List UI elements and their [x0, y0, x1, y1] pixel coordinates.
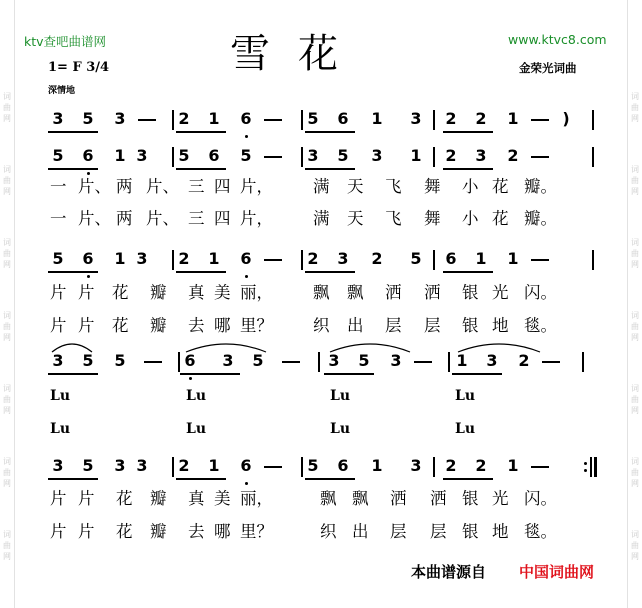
source-site: 中国词曲网	[519, 563, 595, 581]
barline	[433, 110, 435, 130]
beam-underline	[176, 168, 226, 170]
lyric-char: 两	[116, 177, 133, 196]
lyric-char: 毯。	[524, 316, 557, 335]
composer-credit: 金荣光词曲	[519, 61, 577, 75]
lyric-char: 洒	[385, 283, 402, 302]
sustain-dash	[531, 466, 549, 468]
lyric-char: 飞	[385, 209, 402, 228]
barline	[301, 110, 303, 130]
lyric-char: 丽，	[240, 283, 273, 302]
watermark-glyph: 网	[3, 333, 11, 342]
notation-row	[0, 248, 642, 272]
note: 1	[208, 249, 220, 268]
watermark-glyph: 网	[631, 333, 639, 342]
note: 2	[518, 351, 530, 370]
note: 6	[240, 456, 252, 475]
vocalise-syllable: Lu	[186, 388, 207, 404]
lyric-char: 闪。	[524, 489, 557, 508]
paren-close: )	[562, 109, 570, 128]
lyric-char: 花	[492, 177, 509, 196]
note: 2	[475, 109, 487, 128]
note: 1	[114, 146, 126, 165]
watermark-glyph: 曲	[3, 322, 11, 331]
note: 1	[208, 109, 220, 128]
barline	[448, 352, 450, 372]
note: 3	[371, 146, 383, 165]
lyric-char: 舞	[424, 209, 441, 228]
lyric-char: 真	[188, 489, 205, 508]
beam-underline	[48, 131, 98, 133]
lyric-char: 满	[313, 177, 330, 196]
lyric-row	[0, 521, 642, 543]
note: 5	[240, 146, 252, 165]
note: 1	[475, 249, 487, 268]
note: 1	[507, 456, 519, 475]
lyric-row	[0, 282, 642, 304]
lyric-char: 片	[78, 489, 95, 508]
lyric-char: 片	[78, 283, 95, 302]
left-watermark-strip	[0, 0, 15, 608]
lyric-char: 瓣	[150, 522, 167, 541]
note: 2	[178, 249, 190, 268]
barline	[318, 352, 320, 372]
beam-underline	[48, 271, 98, 273]
note: 5	[358, 351, 370, 370]
vocalise-syllable: Lu	[50, 388, 71, 404]
barline	[592, 110, 594, 130]
repeat-dot	[584, 462, 587, 465]
beam-underline	[48, 373, 98, 375]
watermark-glyph: 曲	[3, 176, 11, 185]
lyric-char: 美	[214, 489, 231, 508]
note: 2	[507, 146, 519, 165]
lyric-char: 飞	[385, 177, 402, 196]
watermark-glyph: 曲	[631, 249, 639, 258]
beam-underline	[305, 131, 355, 133]
lyric-char: 片	[50, 522, 67, 541]
watermark-glyph: 词	[631, 311, 639, 320]
note: 2	[475, 456, 487, 475]
watermark-glyph: 网	[3, 552, 11, 561]
sustain-dash	[414, 361, 432, 363]
note: 5	[82, 109, 94, 128]
sustain-dash	[282, 361, 300, 363]
lyric-char: 片	[78, 522, 95, 541]
lyric-char: 地	[492, 522, 509, 541]
lyric-char: 一	[50, 177, 67, 196]
lyric-char: 毯。	[524, 522, 557, 541]
sustain-dash	[138, 119, 156, 121]
barline	[433, 457, 435, 477]
note: 1	[114, 249, 126, 268]
lyric-char: 片	[50, 283, 67, 302]
lyric-char: 里？	[240, 522, 273, 541]
tempo-mood: 深情地	[48, 86, 76, 96]
note: 1	[371, 456, 383, 475]
lyric-char: 满	[313, 209, 330, 228]
note: 5	[178, 146, 190, 165]
beam-underline	[443, 271, 493, 273]
lyric-char: 片	[50, 489, 67, 508]
octave-dot-below	[87, 172, 90, 175]
lyric-char: 哪	[214, 316, 231, 335]
note: 2	[371, 249, 383, 268]
watermark-glyph: 词	[631, 238, 639, 247]
vocalise-syllable: Lu	[50, 421, 71, 437]
lyric-char: 三	[188, 177, 205, 196]
lyric-char: 花	[116, 489, 133, 508]
note: 3	[136, 146, 148, 165]
note: 3	[337, 249, 349, 268]
lyric-char: 飘	[313, 283, 330, 302]
note: 3	[222, 351, 234, 370]
lyric-char: 小	[462, 177, 479, 196]
watermark-glyph: 曲	[3, 103, 11, 112]
watermark-glyph: 曲	[631, 176, 639, 185]
lyric-char: 瓣	[150, 316, 167, 335]
notation-row	[0, 145, 642, 169]
note: 5	[114, 351, 126, 370]
notation-row	[0, 350, 642, 374]
lyric-char: 出	[347, 316, 364, 335]
watermark-glyph: 词	[3, 384, 11, 393]
lyric-row	[0, 208, 642, 230]
lyric-char: 层	[390, 522, 407, 541]
note: 5	[82, 456, 94, 475]
beam-underline	[305, 271, 355, 273]
watermark-glyph: 曲	[631, 395, 639, 404]
watermark-glyph: 网	[3, 479, 11, 488]
beam-underline	[176, 478, 226, 480]
lyric-char: 片，	[240, 177, 273, 196]
barline	[301, 147, 303, 167]
sustain-dash	[531, 119, 549, 121]
lyric-char: 四	[214, 209, 231, 228]
note: 2	[445, 109, 457, 128]
note: 3	[136, 456, 148, 475]
beam-underline	[176, 131, 226, 133]
sustain-dash	[264, 466, 282, 468]
lyric-char: 花	[492, 209, 509, 228]
lyric-char: 片、	[146, 177, 179, 196]
octave-dot-below	[87, 275, 90, 278]
lyric-char: 闪。	[524, 283, 557, 302]
lyric-char: 洒	[390, 489, 407, 508]
lyric-char: 片	[78, 316, 95, 335]
lyric-char: 银	[462, 316, 479, 335]
watermark-glyph: 曲	[3, 468, 11, 477]
octave-dot-below	[189, 377, 192, 380]
lyric-char: 去	[188, 522, 205, 541]
watermark-glyph: 词	[3, 311, 11, 320]
lyric-char: 天	[347, 209, 364, 228]
sustain-dash	[264, 119, 282, 121]
sustain-dash	[531, 156, 549, 158]
source-label: 本曲谱源自	[411, 563, 487, 581]
barline	[592, 147, 594, 167]
note: 3	[52, 109, 64, 128]
watermark-glyph: 网	[631, 114, 639, 123]
watermark-glyph: 曲	[3, 395, 11, 404]
note: 1	[456, 351, 468, 370]
beam-underline	[324, 373, 374, 375]
note: 2	[307, 249, 319, 268]
lyric-char: 光	[492, 283, 509, 302]
lyric-char: 美	[214, 283, 231, 302]
watermark-glyph: 词	[631, 530, 639, 539]
watermark-glyph: 网	[631, 260, 639, 269]
note: 5	[307, 109, 319, 128]
watermark-glyph: 曲	[631, 468, 639, 477]
note: 6	[445, 249, 457, 268]
lyric-char: 飘	[320, 489, 337, 508]
vocalise-syllable: Lu	[330, 388, 351, 404]
barline	[172, 250, 174, 270]
note: 3	[328, 351, 340, 370]
note: 5	[307, 456, 319, 475]
note: 2	[445, 146, 457, 165]
beam-underline	[48, 168, 98, 170]
barline	[433, 147, 435, 167]
note: 6	[240, 109, 252, 128]
watermark-glyph: 网	[3, 187, 11, 196]
watermark-left: ktv查吧曲谱网	[24, 34, 107, 49]
watermark-glyph: 曲	[3, 249, 11, 258]
lyric-char: 飘	[352, 489, 369, 508]
lyric-char: 真	[188, 283, 205, 302]
note: 3	[486, 351, 498, 370]
lyric-char: 天	[347, 177, 364, 196]
note: 2	[178, 109, 190, 128]
note: 5	[52, 146, 64, 165]
note: 1	[208, 456, 220, 475]
watermark-glyph: 网	[631, 187, 639, 196]
barline	[178, 352, 180, 372]
note: 2	[178, 456, 190, 475]
key-signature: 1= F 3/4	[48, 60, 110, 75]
lyric-char: 出	[352, 522, 369, 541]
octave-dot-below	[245, 482, 248, 485]
note: 1	[371, 109, 383, 128]
note: 2	[445, 456, 457, 475]
lyric-char: 织	[320, 522, 337, 541]
note: 3	[410, 109, 422, 128]
repeat-barline	[590, 457, 592, 477]
note: 3	[136, 249, 148, 268]
note: 5	[337, 146, 349, 165]
note: 6	[82, 146, 94, 165]
note: 3	[307, 146, 319, 165]
lyric-char: 丽，	[240, 489, 273, 508]
watermark-glyph: 网	[3, 406, 11, 415]
watermark-glyph: 词	[3, 457, 11, 466]
vocalise-syllable: Lu	[330, 421, 351, 437]
lyric-char: 花	[112, 283, 129, 302]
lyric-char: 四	[214, 177, 231, 196]
note: 3	[390, 351, 402, 370]
barline	[172, 147, 174, 167]
note: 5	[252, 351, 264, 370]
note: 6	[337, 456, 349, 475]
watermark-glyph: 曲	[631, 103, 639, 112]
watermark-glyph: 词	[3, 530, 11, 539]
lyric-char: 片	[50, 316, 67, 335]
sustain-dash	[264, 156, 282, 158]
watermark-glyph: 曲	[3, 541, 11, 550]
barline	[433, 250, 435, 270]
watermark-glyph: 词	[631, 384, 639, 393]
lyric-char: 片、	[146, 209, 179, 228]
note: 3	[52, 351, 64, 370]
lyric-char: 瓣	[150, 489, 167, 508]
note: 3	[52, 456, 64, 475]
octave-dot-below	[245, 135, 248, 138]
lyric-char: 花	[112, 316, 129, 335]
watermark-glyph: 词	[3, 238, 11, 247]
lyric-row	[0, 488, 642, 510]
watermark-glyph: 网	[631, 552, 639, 561]
notation-row	[0, 455, 642, 479]
note: 6	[240, 249, 252, 268]
note: 1	[410, 146, 422, 165]
note: 3	[475, 146, 487, 165]
note: 6	[208, 146, 220, 165]
beam-underline	[443, 168, 493, 170]
lyric-char: 层	[430, 522, 447, 541]
repeat-barline	[594, 457, 597, 477]
watermark-glyph: 网	[3, 114, 11, 123]
barline	[172, 110, 174, 130]
watermark-glyph: 词	[3, 165, 11, 174]
lyric-char: 层	[385, 316, 402, 335]
note: 6	[184, 351, 196, 370]
lyric-char: 一	[50, 209, 67, 228]
watermark-glyph: 网	[631, 479, 639, 488]
sustain-dash	[542, 361, 560, 363]
watermark-glyph: 词	[631, 457, 639, 466]
note: 3	[114, 109, 126, 128]
lyric-row	[0, 315, 642, 337]
lyric-char: 哪	[214, 522, 231, 541]
watermark-right: www.ktvc8.com	[508, 32, 607, 47]
beam-underline	[443, 131, 493, 133]
beam-underline	[305, 478, 355, 480]
lyric-char: 瓣。	[524, 177, 557, 196]
lyric-char: 小	[462, 209, 479, 228]
note: 5	[410, 249, 422, 268]
lyric-char: 织	[313, 316, 330, 335]
barline	[172, 457, 174, 477]
right-watermark-strip	[627, 0, 642, 608]
watermark-glyph: 网	[3, 260, 11, 269]
note: 5	[52, 249, 64, 268]
lyric-char: 银	[462, 489, 479, 508]
lyric-char: 三	[188, 209, 205, 228]
lyric-char: 层	[424, 316, 441, 335]
lyric-char: 片，	[240, 209, 273, 228]
lyric-char: 花	[116, 522, 133, 541]
watermark-glyph: 词	[3, 92, 11, 101]
lyric-char: 舞	[424, 177, 441, 196]
lyric-char: 洒	[430, 489, 447, 508]
lyric-char: 瓣	[150, 283, 167, 302]
song-title: 雪花	[230, 31, 366, 77]
note: 1	[507, 249, 519, 268]
sustain-dash	[264, 259, 282, 261]
lyric-char: 光	[492, 489, 509, 508]
note: 3	[410, 456, 422, 475]
beam-underline	[305, 168, 355, 170]
lyric-char: 地	[492, 316, 509, 335]
notation-row	[0, 108, 642, 132]
beam-underline	[443, 478, 493, 480]
lyric-row	[0, 176, 642, 198]
vocalise-syllable: Lu	[186, 421, 207, 437]
watermark-glyph: 词	[631, 165, 639, 174]
watermark-glyph: 曲	[631, 541, 639, 550]
watermark-glyph: 曲	[631, 322, 639, 331]
lyric-char: 洒	[424, 283, 441, 302]
note: 5	[82, 351, 94, 370]
octave-dot-below	[245, 275, 248, 278]
sustain-dash	[144, 361, 162, 363]
lyric-char: 去	[188, 316, 205, 335]
beam-underline	[176, 271, 226, 273]
watermark-glyph: 网	[631, 406, 639, 415]
lyric-char: 瓣。	[524, 209, 557, 228]
barline	[582, 352, 584, 372]
beam-underline	[48, 478, 98, 480]
vocalise-syllable: Lu	[455, 421, 476, 437]
lyric-char: 片、	[78, 177, 111, 196]
note: 6	[82, 249, 94, 268]
note: 6	[337, 109, 349, 128]
barline	[592, 250, 594, 270]
barline	[301, 250, 303, 270]
watermark-glyph: 词	[631, 92, 639, 101]
barline	[301, 457, 303, 477]
lyric-char: 里？	[240, 316, 273, 335]
lyric-char: 片、	[78, 209, 111, 228]
beam-underline	[452, 373, 502, 375]
vocalise-syllable: Lu	[455, 388, 476, 404]
note: 1	[507, 109, 519, 128]
lyric-char: 飘	[347, 283, 364, 302]
note: 3	[114, 456, 126, 475]
beam-underline	[180, 373, 240, 375]
lyric-char: 银	[462, 283, 479, 302]
lyric-char: 银	[462, 522, 479, 541]
repeat-dot	[584, 469, 587, 472]
sustain-dash	[531, 259, 549, 261]
lyric-char: 两	[116, 209, 133, 228]
